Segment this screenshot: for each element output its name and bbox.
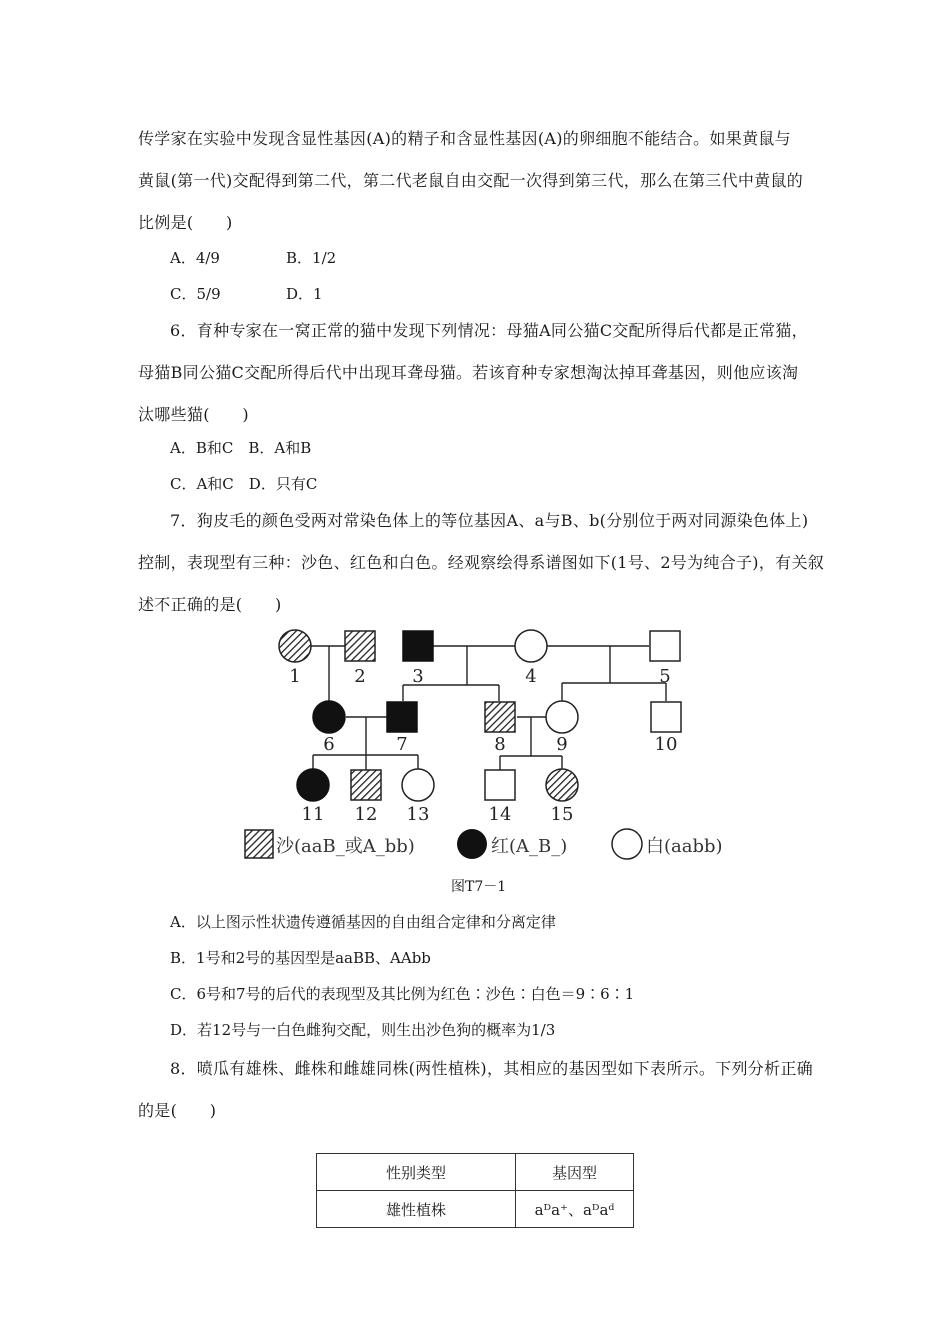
individual-5 xyxy=(650,631,680,661)
q7-option-a: A．以上图示性状遗传遵循基因的自由组合定律和分离定律 xyxy=(170,913,556,931)
legend-white-icon xyxy=(612,829,642,859)
label-12: 12 xyxy=(354,804,378,825)
label-14: 14 xyxy=(488,804,512,825)
q5-option-d: D．1 xyxy=(286,285,323,303)
individual-10 xyxy=(651,702,681,732)
label-10: 10 xyxy=(654,734,678,755)
individual-2 xyxy=(345,631,375,661)
label-15: 15 xyxy=(550,804,574,825)
legend-sand-label: 沙(aaB_或A_bb) xyxy=(276,836,415,857)
table-row xyxy=(317,1191,634,1228)
q8-line-2: 的是( ) xyxy=(138,1101,217,1120)
q5-line-2: 黄鼠(第一代)交配得到第二代，第二代老鼠自由交配一次得到第三代，那么在第三代中黄鼠的 xyxy=(138,171,804,190)
individual-9 xyxy=(546,701,578,733)
individual-3 xyxy=(403,631,433,661)
label-9: 9 xyxy=(556,734,568,755)
legend-sand-icon xyxy=(245,830,273,858)
individual-6 xyxy=(313,701,345,733)
cell-male-plant: 雄性植株 xyxy=(317,1191,516,1228)
q7-option-c: C．6号和7号的后代的表现型及其比例为红色∶沙色∶白色＝9∶6∶1 xyxy=(170,985,635,1003)
q6-options-ab: A．B和C B．A和B xyxy=(170,439,312,457)
q5-option-b: B．1/2 xyxy=(286,249,337,267)
header-genotype: 基因型 xyxy=(516,1154,634,1191)
label-3: 3 xyxy=(412,666,424,687)
label-8: 8 xyxy=(494,734,506,755)
label-4: 4 xyxy=(525,666,537,687)
q7-line-1: 7．狗皮毛的颜色受两对常染色体上的等位基因A、a与B、b(分别位于两对同源染色体上) xyxy=(170,511,809,530)
table-header-row xyxy=(317,1154,634,1191)
individual-15 xyxy=(546,769,578,801)
label-2: 2 xyxy=(354,666,366,687)
header-sex-type: 性别类型 xyxy=(317,1154,516,1191)
q6-line-2: 母猫B同公猫C交配所得后代中出现耳聋母猫。若该育种专家想淘汰掉耳聋基因，则他应该淘 xyxy=(138,363,799,382)
label-7: 7 xyxy=(396,734,408,755)
legend-red-icon xyxy=(457,829,487,859)
q5-line-1: 传学家在实验中发现含显性基因(A)的精子和含显性基因(A)的卵细胞不能结合。如果黄鼠与 xyxy=(138,129,791,148)
individual-11 xyxy=(297,769,329,801)
q7-option-b: B．1号和2号的基因型是aaBB、AAbb xyxy=(170,949,431,967)
legend-white-label: 白(aabb) xyxy=(646,836,723,857)
label-11: 11 xyxy=(301,804,325,825)
label-5: 5 xyxy=(659,666,671,687)
label-6: 6 xyxy=(323,734,335,755)
label-1: 1 xyxy=(289,666,301,687)
genotype-table xyxy=(316,1153,634,1228)
individual-7 xyxy=(387,702,417,732)
q6-line-3: 汰哪些猫( ) xyxy=(138,405,249,424)
individual-12 xyxy=(351,770,381,800)
individual-14 xyxy=(485,770,515,800)
q5-option-a: A．4/9 xyxy=(170,249,220,267)
q7-line-3: 述不正确的是( ) xyxy=(138,595,282,614)
cell-male-genotype: aᴰa⁺、aᴰaᵈ xyxy=(516,1191,634,1228)
legend-red-label: 红(A_B_) xyxy=(491,836,568,857)
individual-1 xyxy=(279,630,311,662)
q6-line-1: 6．育种专家在一窝正常的猫中发现下列情况：母猫A同公猫C交配所得后代都是正常猫， xyxy=(170,321,808,340)
individual-4 xyxy=(515,630,547,662)
q7-line-2: 控制，表现型有三种：沙色、红色和白色。经观察绘得系谱图如下(1号、2号为纯合子)，有关叙 xyxy=(138,553,825,572)
figure-caption: 图T7－1 xyxy=(451,879,507,895)
q5-option-c: C．5/9 xyxy=(170,285,221,303)
individual-8 xyxy=(485,702,515,732)
q8-line-1: 8．喷瓜有雄株、雌株和雌雄同株(两性植株)，其相应的基因型如下表所示。下列分析正确 xyxy=(170,1059,813,1078)
q7-option-d: D．若12号与一白色雌狗交配，则生出沙色狗的概率为1/3 xyxy=(170,1021,556,1039)
q5-line-3: 比例是( ) xyxy=(138,213,233,232)
label-13: 13 xyxy=(406,804,430,825)
individual-13 xyxy=(402,769,434,801)
q6-options-cd: C．A和C D．只有C xyxy=(170,475,318,493)
